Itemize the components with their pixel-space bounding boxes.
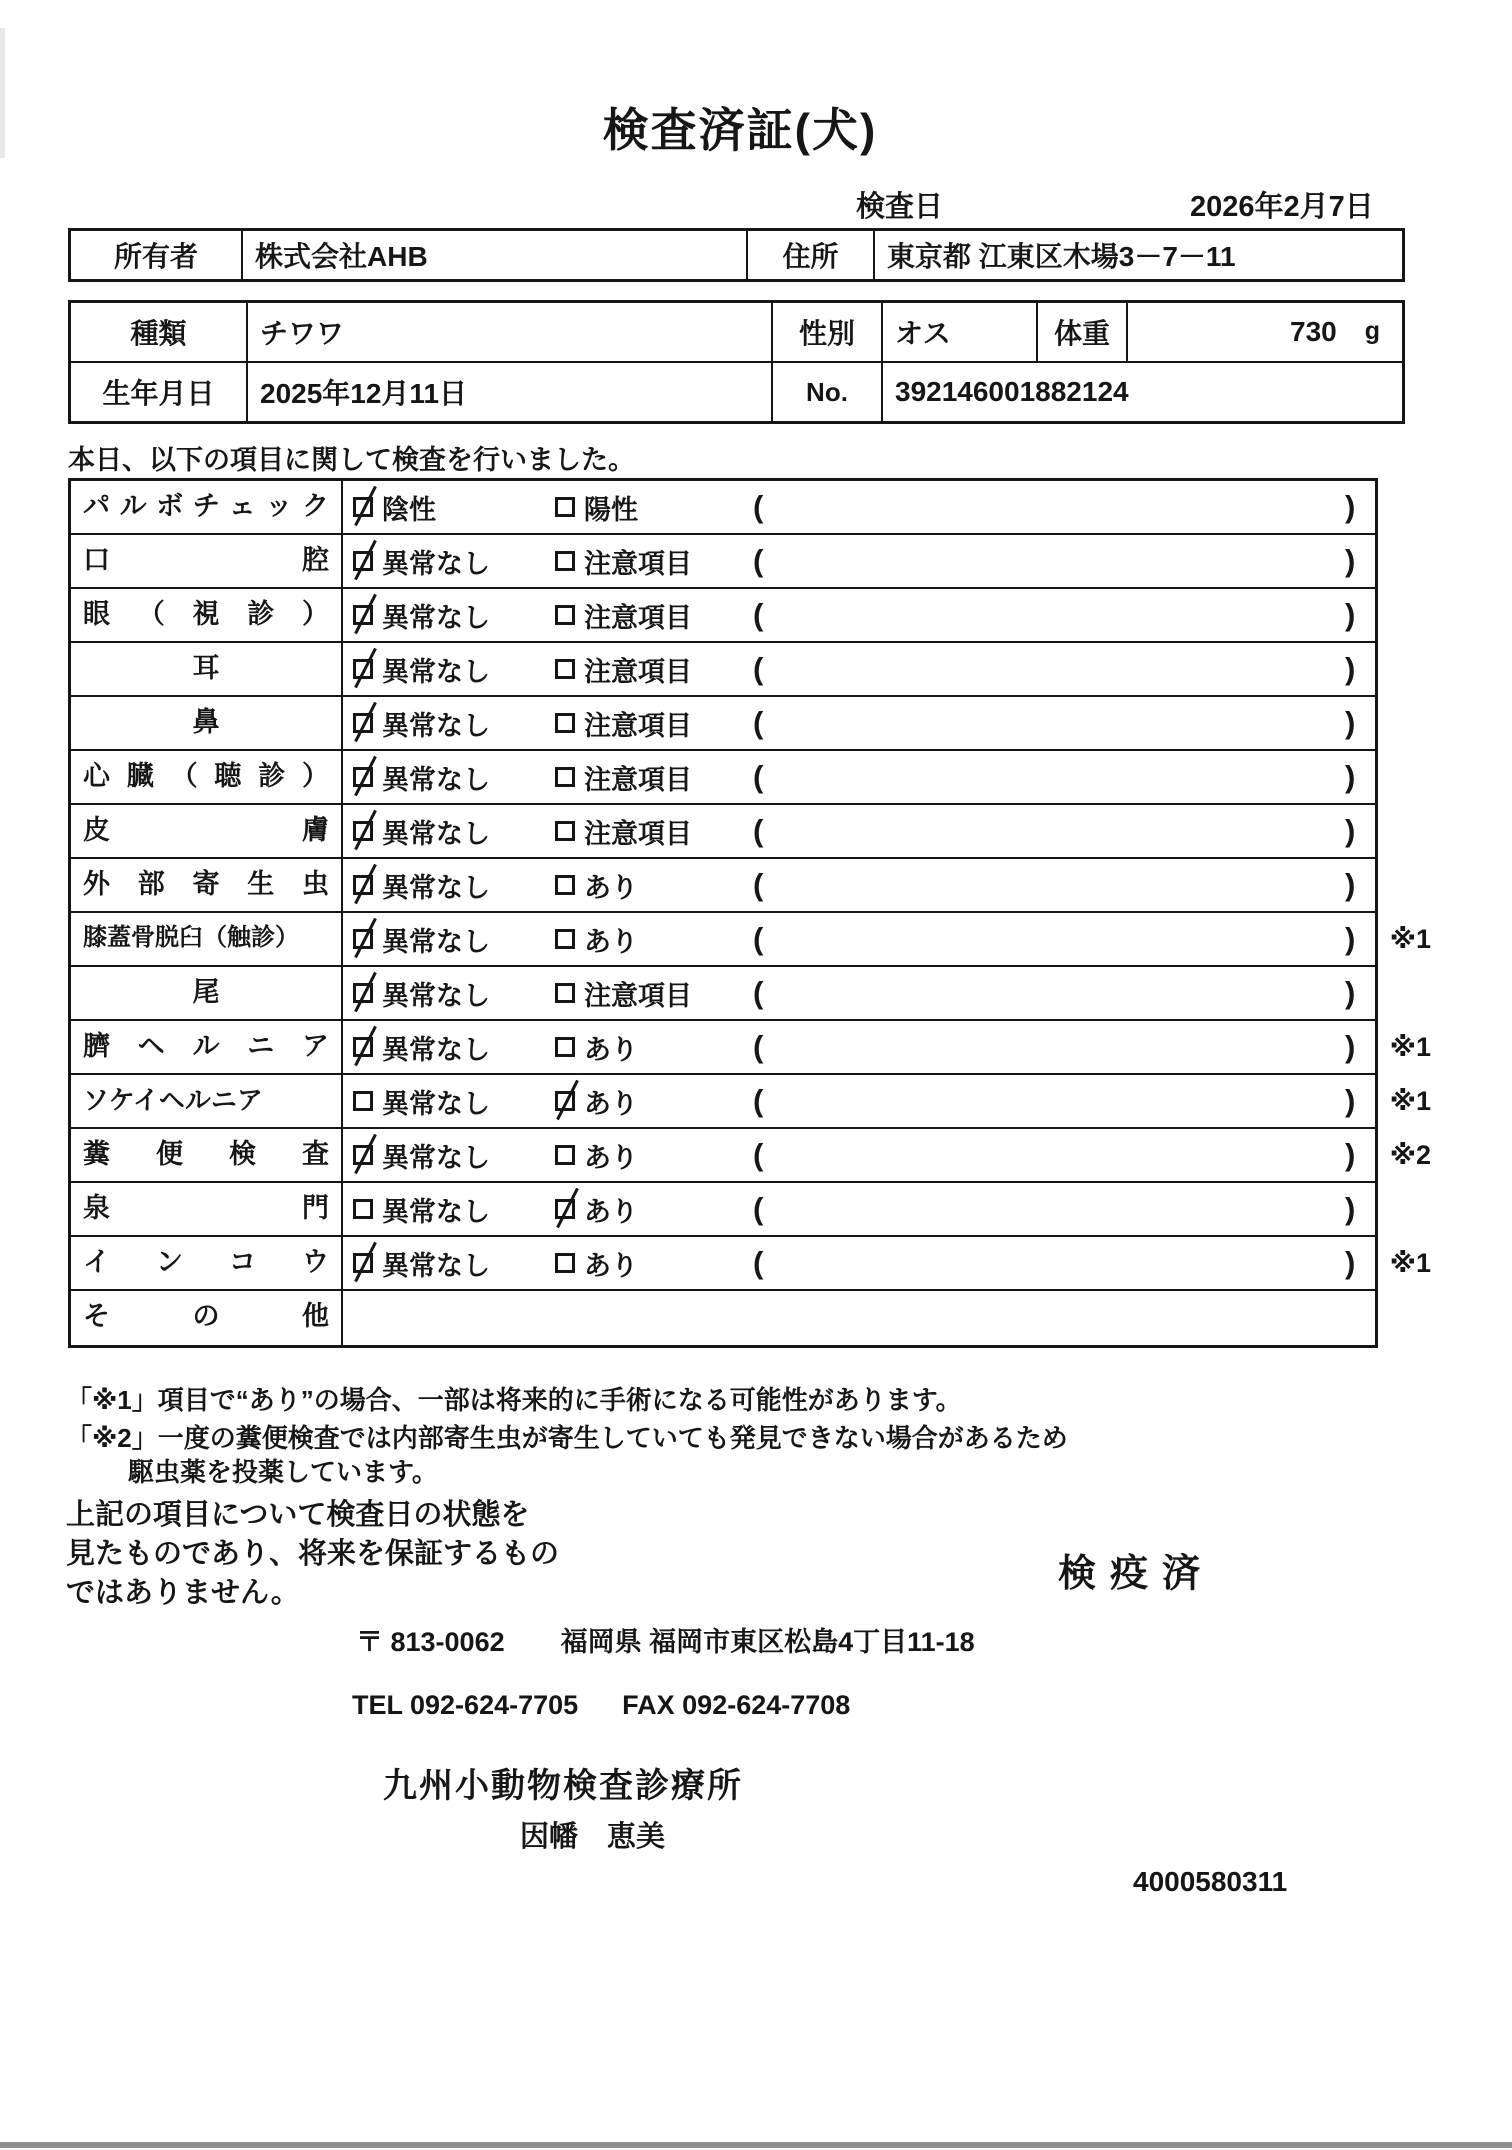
- checklist-row-content: [343, 1237, 1375, 1289]
- option2-checkbox[interactable]: [555, 821, 575, 841]
- checklist-row-content: [343, 1021, 1375, 1073]
- option1: [353, 1129, 490, 1181]
- checklist-row-content: [343, 913, 1375, 965]
- sex-value: オス: [883, 303, 1038, 361]
- remarks-paren-close: ): [1345, 975, 1356, 1010]
- checklist-row: [71, 1129, 1431, 1183]
- footnote-2-line1: 「※2」一度の糞便検査では内部寄生虫が寄生していても発見できない場合があるため: [66, 1423, 1068, 1453]
- check-mark: [354, 486, 377, 527]
- option2-label: あり: [584, 1250, 638, 1281]
- footnote-marker: ※1: [1389, 923, 1431, 954]
- check-mark: [354, 972, 377, 1013]
- clinic-contact-line: [352, 1690, 850, 1721]
- disclaimer-line1: 上記の項目について検査日の状態を: [66, 1499, 530, 1531]
- option1-label: 異常なし: [382, 1142, 490, 1173]
- option2-checkbox[interactable]: [555, 551, 575, 571]
- clinic-address: 福岡県 福岡市東区松島4丁目11-18: [560, 1627, 975, 1657]
- option2-label: 注意項目: [584, 764, 692, 795]
- remarks-paren-close: ): [1345, 921, 1356, 956]
- checklist-row: [71, 535, 1375, 589]
- option1-label: 異常なし: [382, 710, 490, 741]
- remarks-paren-open: (: [753, 813, 764, 848]
- option1: [353, 481, 436, 533]
- check-mark: [354, 540, 377, 581]
- option2-label: 注意項目: [584, 980, 692, 1011]
- check-mark: [354, 810, 377, 851]
- checklist-row: [71, 1183, 1375, 1237]
- option1: [353, 589, 490, 641]
- option2-checkbox[interactable]: [555, 605, 575, 625]
- remarks-paren-close: ): [1345, 867, 1356, 902]
- examiner-name: 因幡 恵美: [520, 1821, 666, 1853]
- checklist-row-content: [343, 535, 1375, 587]
- option1: [353, 697, 490, 749]
- checklist-row: [71, 859, 1375, 913]
- checklist-row: [71, 1237, 1431, 1291]
- checklist-row-content: [343, 751, 1375, 803]
- exam-date-value: 2026年2月7日: [1190, 191, 1374, 223]
- checklist-row: [71, 805, 1375, 859]
- option2: [555, 805, 692, 857]
- weight-label: 体重: [1038, 303, 1128, 361]
- option1-label: 異常なし: [382, 1034, 490, 1065]
- option1: [353, 643, 490, 695]
- checklist-item-label: インコウ: [71, 1237, 343, 1289]
- checklist-item-label: 尾: [71, 967, 343, 1019]
- option1: [353, 1183, 490, 1235]
- option2-label: あり: [584, 1088, 638, 1119]
- option1: [353, 535, 490, 587]
- checklist-item-label: 心臓（聴診）: [71, 751, 343, 803]
- checklist-row-content: [343, 859, 1375, 911]
- scan-edge-artifact-left: [0, 28, 5, 158]
- option1: [353, 913, 490, 965]
- remarks-paren-close: ): [1345, 759, 1356, 794]
- owner-label: 所有者: [71, 231, 243, 279]
- option1-checkbox[interactable]: [353, 1253, 373, 1273]
- option2-label: 注意項目: [584, 602, 692, 633]
- option2-checkbox[interactable]: [555, 767, 575, 787]
- clinic-name: 九州小動物検査診療所: [383, 1767, 743, 1805]
- checklist-row: [71, 751, 1375, 805]
- remarks-paren-close: ): [1345, 1083, 1356, 1118]
- checklist-item-label: パルボチェック: [71, 481, 343, 533]
- option2-label: 注意項目: [584, 656, 692, 687]
- weight-value: [1128, 303, 1402, 361]
- remarks-paren-open: (: [753, 543, 764, 578]
- remarks-paren-open: (: [753, 651, 764, 686]
- remarks-paren-open: (: [753, 867, 764, 902]
- option2-label: あり: [584, 926, 638, 957]
- remarks-paren-close: ): [1345, 1191, 1356, 1226]
- check-mark: [354, 702, 377, 743]
- address-label: 住所: [748, 231, 875, 279]
- checklist-row-content: [343, 1075, 1375, 1127]
- checklist-item-label: 外部寄生虫: [71, 859, 343, 911]
- option2-checkbox[interactable]: [555, 497, 575, 517]
- option1: [353, 1021, 490, 1073]
- option1-label: 異常なし: [382, 818, 490, 849]
- checklist-item-label: ソケイヘルニア: [71, 1075, 343, 1127]
- remarks-paren-open: (: [753, 759, 764, 794]
- remarks-paren-open: (: [753, 1137, 764, 1172]
- option2-checkbox[interactable]: [555, 1091, 575, 1111]
- option1-checkbox[interactable]: [353, 767, 373, 787]
- check-mark: [354, 594, 377, 635]
- footnote-marker: ※1: [1389, 1247, 1431, 1278]
- clinic-fax: FAX 092-624-7708: [622, 1690, 851, 1720]
- checklist-row-content: [343, 589, 1375, 641]
- option1-checkbox[interactable]: [353, 1199, 373, 1219]
- footnote-marker: ※1: [1389, 1085, 1431, 1116]
- checklist-row: [71, 643, 1375, 697]
- clinic-postal-code: 〒 813-0062: [356, 1627, 505, 1657]
- option1-label: 異常なし: [382, 1250, 490, 1281]
- check-mark: [354, 756, 377, 797]
- option2-label: あり: [584, 872, 638, 903]
- checklist-row-content: [343, 1129, 1375, 1181]
- option1-checkbox[interactable]: [353, 1091, 373, 1111]
- option2-checkbox[interactable]: [555, 1199, 575, 1219]
- option1-checkbox[interactable]: [353, 875, 373, 895]
- breed-value: チワワ: [248, 303, 773, 361]
- option1-label: 異常なし: [382, 548, 490, 579]
- check-mark: [354, 1026, 377, 1067]
- checklist-row: [71, 1075, 1431, 1129]
- option2: [555, 913, 638, 965]
- id-number-label: No.: [773, 363, 883, 423]
- checklist-row-content: [343, 967, 1375, 1019]
- remarks-paren-close: ): [1345, 543, 1356, 578]
- remarks-paren-open: (: [753, 1029, 764, 1064]
- checklist-row: [71, 913, 1431, 967]
- owner-value: 株式会社AHB: [243, 231, 748, 279]
- option1-label: 異常なし: [382, 872, 490, 903]
- option2: [555, 697, 692, 749]
- option1-checkbox[interactable]: [353, 497, 373, 517]
- option2-checkbox[interactable]: [555, 929, 575, 949]
- check-mark: [354, 918, 377, 959]
- weight-unit: g: [1364, 317, 1380, 346]
- remarks-paren-close: ): [1345, 489, 1356, 524]
- checklist-row-content: [343, 643, 1375, 695]
- birthdate-value: 2025年12月11日: [248, 363, 773, 423]
- remarks-paren-open: (: [753, 975, 764, 1010]
- id-number-value: 392146001882124: [895, 376, 1129, 408]
- option1: [353, 805, 490, 857]
- option1: [353, 1075, 490, 1127]
- option2-checkbox[interactable]: [555, 875, 575, 895]
- option1: [353, 967, 490, 1019]
- option2: [555, 1183, 638, 1235]
- checklist-item-label: 泉門: [71, 1183, 343, 1235]
- checklist-item-label: 眼（視診）: [71, 589, 343, 641]
- option2-checkbox[interactable]: [555, 983, 575, 1003]
- remarks-paren-close: ): [1345, 813, 1356, 848]
- option2-checkbox[interactable]: [555, 1145, 575, 1165]
- option1-label: 異常なし: [382, 980, 490, 1011]
- checklist-item-label: 膝蓋骨脱臼（触診）: [71, 913, 343, 965]
- disclaimer-line3: ではありません。: [66, 1577, 300, 1609]
- remarks-paren-open: (: [753, 921, 764, 956]
- remarks-paren-open: (: [753, 705, 764, 740]
- check-mark: [556, 1080, 579, 1121]
- footnote-1: 「※1」項目で“あり”の場合、一部は将来的に手術になる可能性があります。: [66, 1385, 962, 1415]
- checklist-item-label: 口腔: [71, 535, 343, 587]
- option1-checkbox[interactable]: [353, 1145, 373, 1165]
- option2: [555, 1129, 638, 1181]
- option2-label: 注意項目: [584, 548, 692, 579]
- remarks-paren-close: ): [1345, 1245, 1356, 1280]
- option1-label: 陰性: [382, 494, 436, 525]
- option1-checkbox[interactable]: [353, 1037, 373, 1057]
- option2: [555, 481, 638, 533]
- remarks-paren-close: ): [1345, 705, 1356, 740]
- option2: [555, 535, 692, 587]
- checklist-row-content: [343, 1291, 1375, 1345]
- option2-checkbox[interactable]: [555, 1037, 575, 1057]
- check-mark: [354, 864, 377, 905]
- option2: [555, 859, 638, 911]
- option2-label: 陽性: [584, 494, 638, 525]
- disclaimer-line2: 見たものであり、将来を保証するもの: [66, 1538, 560, 1570]
- option2: [555, 967, 692, 1019]
- checklist-row: [71, 589, 1375, 643]
- option1: [353, 1237, 490, 1289]
- check-mark: [556, 1188, 579, 1229]
- option2: [555, 589, 692, 641]
- option2-label: あり: [584, 1034, 638, 1065]
- option2-label: 注意項目: [584, 710, 692, 741]
- intro-text: 本日、以下の項目に関して検査を行いました。: [68, 445, 635, 475]
- birthdate-label: 生年月日: [71, 363, 248, 423]
- checklist-table: [68, 478, 1431, 1348]
- option1-checkbox[interactable]: [353, 551, 373, 571]
- exam-date-label: 検査日: [856, 191, 944, 223]
- breed-label: 種類: [71, 303, 248, 361]
- remarks-paren-close: ): [1345, 597, 1356, 632]
- option1: [353, 859, 490, 911]
- option2-label: 注意項目: [584, 818, 692, 849]
- owner-table: [68, 228, 1405, 282]
- remarks-paren-open: (: [753, 1083, 764, 1118]
- option1-label: 異常なし: [382, 764, 490, 795]
- scan-edge-artifact-bottom: [0, 2142, 1512, 2148]
- clinic-tel: TEL 092-624-7705: [352, 1690, 579, 1720]
- remarks-paren-close: ): [1345, 651, 1356, 686]
- option1-checkbox[interactable]: [353, 929, 373, 949]
- checklist-row-content: [343, 481, 1375, 533]
- footnote-2-line2: 駆虫薬を投薬しています。: [128, 1457, 438, 1487]
- checklist-row: [71, 1291, 1375, 1345]
- remarks-paren-close: ): [1345, 1137, 1356, 1172]
- remarks-paren-close: ): [1345, 1029, 1356, 1064]
- option1: [353, 751, 490, 803]
- option2: [555, 643, 692, 695]
- option2-label: あり: [584, 1196, 638, 1227]
- remarks-paren-open: (: [753, 489, 764, 524]
- option1-label: 異常なし: [382, 926, 490, 957]
- checklist-row-content: [343, 697, 1375, 749]
- footnote-marker: ※2: [1389, 1139, 1431, 1170]
- checklist-row: [71, 697, 1375, 751]
- option2-checkbox[interactable]: [555, 713, 575, 733]
- checklist-row-content: [343, 1183, 1375, 1235]
- footnote-marker: ※1: [1389, 1031, 1431, 1062]
- option2: [555, 751, 692, 803]
- option1-label: 異常なし: [382, 656, 490, 687]
- checklist-item-label: 皮膚: [71, 805, 343, 857]
- option1-checkbox[interactable]: [353, 659, 373, 679]
- address-value: 東京都 江東区木場3－7－11: [887, 241, 1236, 272]
- checklist-row: [71, 1021, 1431, 1075]
- option2: [555, 1075, 638, 1127]
- quarantine-passed-stamp: 検疫済: [1058, 1553, 1215, 1595]
- check-mark: [354, 1134, 377, 1175]
- check-mark: [354, 648, 377, 689]
- checklist-item-label: 耳: [71, 643, 343, 695]
- checklist-row: [71, 967, 1375, 1021]
- option1-label: 異常なし: [382, 1196, 490, 1227]
- option1-label: 異常なし: [382, 1088, 490, 1119]
- option2-label: あり: [584, 1142, 638, 1173]
- option2: [555, 1021, 638, 1073]
- document-title: 検査済証(犬): [602, 104, 878, 156]
- option1-checkbox[interactable]: [353, 605, 373, 625]
- sex-label: 性別: [773, 303, 883, 361]
- disclaimer-text: [66, 1496, 559, 1613]
- remarks-paren-open: (: [753, 1245, 764, 1280]
- option1-checkbox[interactable]: [353, 821, 373, 841]
- checklist-row-content: [343, 805, 1375, 857]
- checklist-item-label: 臍ヘルニア: [71, 1021, 343, 1073]
- option1-checkbox[interactable]: [353, 983, 373, 1003]
- check-mark: [354, 1242, 377, 1283]
- checklist-item-label: その他: [71, 1291, 343, 1345]
- remarks-paren-open: (: [753, 1191, 764, 1226]
- option2-checkbox[interactable]: [555, 1253, 575, 1273]
- weight-number: 730: [1290, 315, 1337, 347]
- clinic-address-line: [356, 1620, 975, 1659]
- option2-checkbox[interactable]: [555, 659, 575, 679]
- option2: [555, 1237, 638, 1289]
- pet-info-table: [68, 300, 1405, 424]
- remarks-paren-open: (: [753, 597, 764, 632]
- checklist-item-label: 糞便検査: [71, 1129, 343, 1181]
- option1-label: 異常なし: [382, 602, 490, 633]
- option1-checkbox[interactable]: [353, 713, 373, 733]
- serial-number: 4000580311: [1133, 1866, 1288, 1897]
- checklist-row: [71, 481, 1375, 535]
- checklist-item-label: 鼻: [71, 697, 343, 749]
